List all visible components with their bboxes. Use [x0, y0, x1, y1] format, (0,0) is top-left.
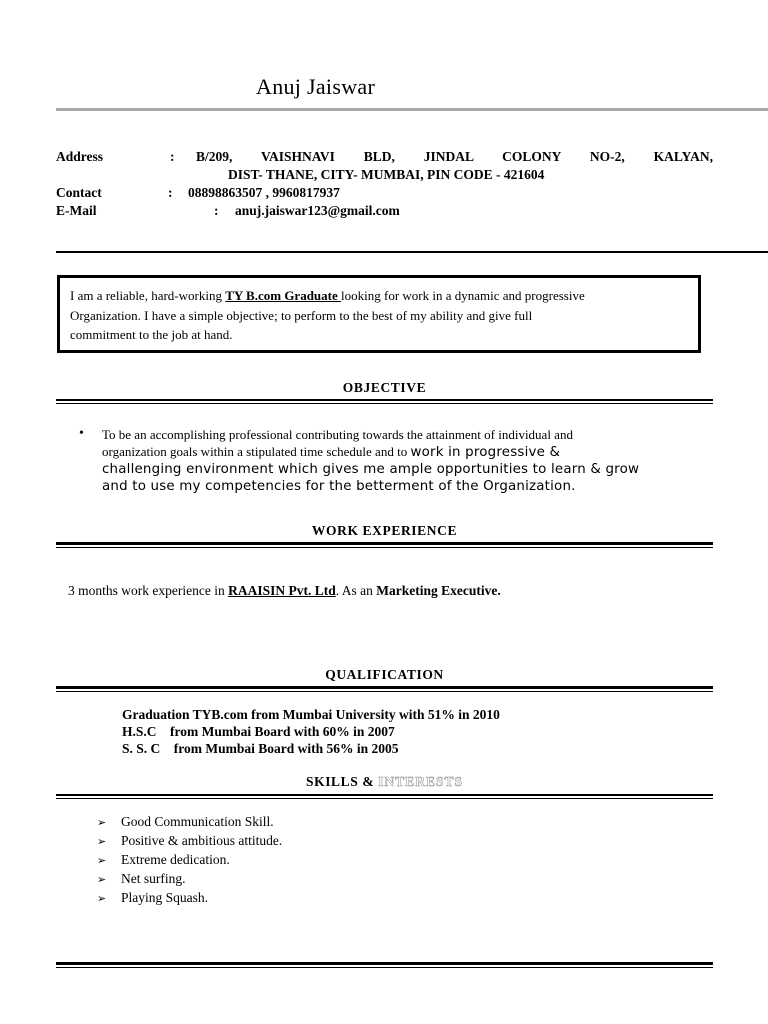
work-experience-divider: [56, 542, 713, 548]
arrow-bullet-icon: ➢: [97, 855, 107, 867]
summary-line-2: Organization. I have a simple objective; to perform to the best of my ability and give full: [70, 307, 533, 323]
skills-divider: [56, 794, 713, 799]
objective-line-1: To be an accomplishing professional contributing towards the attainment of individual and: [102, 427, 573, 442]
contact-divider: [56, 251, 768, 253]
objective-text: [102, 426, 722, 495]
skills-list: [97, 813, 282, 908]
address-colon: :: [170, 149, 175, 164]
summary-line-1: I am a reliable, hard-working TY B.com Graduate looking for work in a dynamic and progressive: [70, 288, 585, 303]
address-label: Address: [56, 149, 104, 164]
list-item: ➢ Positive & ambitious attitude.: [97, 832, 282, 851]
contact-label: Contact: [56, 185, 102, 200]
work-experience-text: 3 months work experience in RAAISIN Pvt. Ltd. As an Marketing Executive.: [68, 583, 501, 598]
contact-phone-numbers: 08898863507 , 9960817937: [188, 185, 340, 200]
arrow-bullet-icon: ➢: [97, 817, 107, 829]
arrow-bullet-icon: ➢: [97, 836, 107, 848]
objective-line-2: organization goals within a stipulated time schedule and to work in progressive &: [102, 444, 561, 460]
objective-divider: [56, 399, 713, 404]
qualification-item: H.S.C from Mumbai Board with 60% in 2007: [122, 724, 395, 739]
qualification-item: Graduation TYB.com from Mumbai University with 51% in 2010: [122, 707, 500, 722]
job-role: Marketing Executive.: [376, 583, 501, 598]
skills-heading: SKILLS & INTERESTS: [306, 774, 463, 789]
summary-line-3: commitment to the job at hand.: [70, 327, 233, 342]
email-address: anuj.jaiswar123@gmail.com: [235, 203, 400, 218]
objective-line-3: challenging environment which gives me ample opportunities to learn & grow: [102, 462, 640, 477]
objective-heading: OBJECTIVE: [342, 380, 427, 395]
arrow-bullet-icon: ➢: [97, 893, 107, 905]
work-experience-heading: WORK EXPERIENCE: [311, 523, 458, 538]
contact-colon: :: [168, 185, 173, 200]
arrow-bullet-icon: ➢: [97, 874, 107, 886]
email-colon: :: [214, 203, 219, 218]
objective-bullet: •: [79, 426, 84, 441]
objective-line-4: and to use my competencies for the betterment of the Organization.: [102, 479, 576, 494]
address-line-1: B/209, VAISHNAVI BLD, JINDAL COLONY NO-2, KALYAN,: [196, 149, 713, 164]
qualification-divider: [56, 686, 713, 692]
email-label: E-Mail: [56, 203, 97, 218]
list-item: ➢ Good Communication Skill.: [97, 813, 282, 832]
qualification-item: S. S. C from Mumbai Board with 56% in 2005: [122, 741, 399, 756]
degree-highlight: TY B.com Graduate: [225, 288, 342, 303]
qualification-heading: QUALIFICATION: [325, 667, 444, 682]
candidate-name: Anuj Jaiswar: [256, 74, 376, 99]
summary-box: [57, 275, 701, 353]
interests-heading-text: INTERESTS: [378, 774, 463, 789]
company-name: RAAISIN Pvt. Ltd: [228, 583, 336, 598]
footer-divider: [56, 962, 713, 968]
address-line-2: DIST- THANE, CITY- MUMBAI, PIN CODE - 421604: [228, 167, 545, 182]
list-item: ➢ Playing Squash.: [97, 889, 282, 908]
contact-info-block: [0, 0, 768, 230]
list-item: ➢ Net surfing.: [97, 870, 282, 889]
list-item: ➢ Extreme dedication.: [97, 851, 282, 870]
